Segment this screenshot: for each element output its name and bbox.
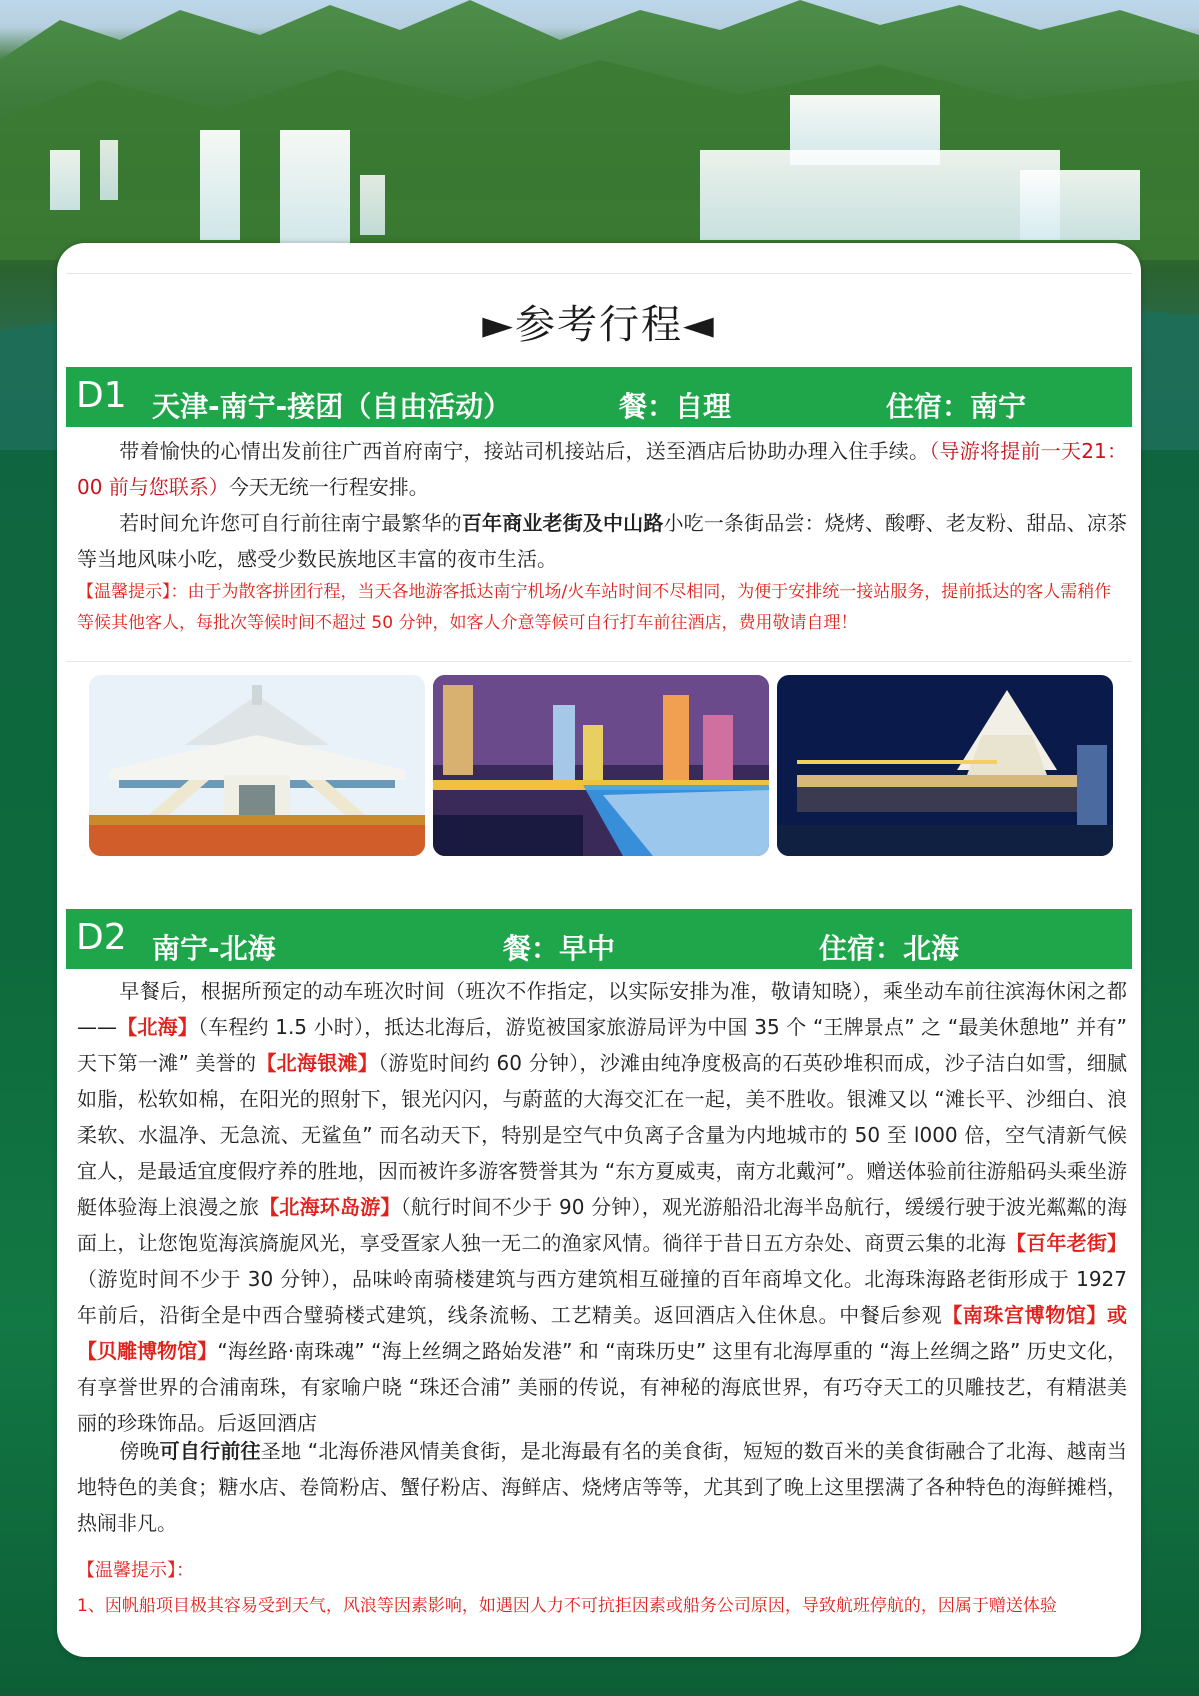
day1-p2-text: 若时间允许您可自行前往南宁最繁华的 xyxy=(119,511,462,535)
day2-paragraph-2 xyxy=(77,1433,1127,1541)
day2-p1-text: 早餐后，根据所预定的动车班次时间（班次不作指定，以实际安排为准，敬请知晓），乘坐动车前往滨海休闲之都—— xyxy=(77,979,1127,1039)
day1-p1-text-end: 今天无统一行程安排。 xyxy=(228,475,429,499)
day2-p2-highlight: 可自行前往 xyxy=(159,1439,261,1463)
day2-tip-title: 【温馨提示】： xyxy=(77,1560,194,1581)
day2-p2-text: 傍晚 xyxy=(119,1439,160,1463)
day2-tip-item-1: 1、因帆船项目极其容易受到天气，风浪等因素影响，如遇因人力不可抗拒因素或船务公司原因，导致航班停航的，因属于赠送体验 xyxy=(77,1596,1057,1616)
day2-p1-text-e: （游览时间不少于 30 分钟），品味岭南骑楼建筑与西方建筑相互碰撞的百年商埠文化。北海珠海路老街形成于 1927 年前后，沿街全是中西合璧骑楼式建筑，线条流畅、工艺精美。返回酒店入住休息。中餐后参观 xyxy=(77,1267,1127,1327)
day1-stay: 住宿：南宁 xyxy=(886,390,1027,423)
day1-paragraph-2 xyxy=(77,505,1127,577)
day1-code: D1 xyxy=(76,375,127,416)
day1-p1-text: 带着愉快的心情出发前往广西首府南宁，接站司机接站后，送至酒店后协助办理入住手续。 xyxy=(119,439,930,463)
divider xyxy=(66,273,1132,274)
day2-stay: 住宿：北海 xyxy=(819,932,960,965)
itinerary-card xyxy=(57,243,1141,1657)
photo-guangxi-museum xyxy=(89,675,425,856)
day2-paragraph-1 xyxy=(77,973,1127,1441)
divider xyxy=(66,661,1132,662)
day1-route: 天津-南宁-接团（自由活动） xyxy=(152,390,512,423)
day2-meal: 餐：早中 xyxy=(503,932,616,965)
day1-header xyxy=(66,367,1132,427)
photo-nanning-night-bridge xyxy=(433,675,769,856)
day1-paragraph-1 xyxy=(77,433,1127,505)
day2-p1-text-f: “海丝路·南珠魂” “海上丝绸之路始发港” 和 “南珠历史” 这里有北海厚重的 “海上丝绸之路” 历史文化，有享誉世界的合浦南珠，有家喻户晓 “珠还合浦” 美丽的传说，有神秘的海底世界，有巧夺天工的贝雕技艺，有精湛美丽的珍珠饰品。后返回酒店 xyxy=(77,1339,1127,1435)
day2-code: D2 xyxy=(76,917,127,958)
page-title: ►参考行程◄ xyxy=(482,302,716,348)
day2-museum-highlight: 【南珠宫博物馆】或【贝雕博物馆】 xyxy=(77,1303,1128,1363)
day2-route: 南宁-北海 xyxy=(152,932,276,965)
photo-nanning-convention-center xyxy=(777,675,1113,856)
day2-p2-text-end: 圣地 “北海侨港风情美食街，是北海最有名的美食街，短短的数百米的美食街融合了北海、越南当地特色的美食；糖水店、卷筒粉店、蟹仔粉店、海鲜店、烧烤店等等，尤其到了晚上这里摆满了各种特色的海鲜摊档，热闹非凡。 xyxy=(77,1439,1128,1535)
day2-old-street-highlight: 【百年老街】 xyxy=(1006,1231,1128,1255)
day2-p1-text-d: （航行时间不少于 90 分钟），观光游船沿北海半岛航行，缓缓行驶于波光粼粼的海面上，让您饱览海滨旖旎风光，享受疍家人独一无二的渔家风情。徜徉于昔日五方杂处、商贾云集的北海 xyxy=(77,1195,1128,1255)
day1-meal: 餐：自理 xyxy=(619,390,732,423)
day1-p2-highlight: 百年商业老街及中山路 xyxy=(461,511,664,535)
day2-beihai-highlight: 【北海】 xyxy=(117,1015,198,1039)
day1-p2-text-end: 小吃一条街品尝：烧烤、酸嘢、老友粉、甜品、凉茶等当地风味小吃，感受少数民族地区丰富的夜市生活。 xyxy=(77,511,1128,571)
day1-tip: 【温馨提示】：由于为散客拼团行程，当天各地游客抵达南宁机场/火车站时间不尽相同，为便于安排统一接站服务，提前抵达的客人需稍作等候其他客人，每批次等候时间不超过 50 分钟，如客人介意等候可自行打车前往酒店，费用敬请自理！ xyxy=(77,582,1112,633)
day2-silver-beach-highlight: 【北海银滩】 xyxy=(256,1051,379,1075)
day2-p1-text-c: （游览时间约 60 分钟），沙滩由纯净度极高的石英砂堆积而成，沙子洁白如雪，细腻如脂，松软如棉，在阳光的照射下，银光闪闪，与蔚蓝的大海交汇在一起，美不胜收。银滩又以 “滩长平、沙细白、浪柔软、水温净、无急流、无鲨鱼” 而名动天下，特别是空气中负离子含量为内地城市的 50 至 l000 倍，空气清新气候宜人，是最适宜度假疗养的胜地，因而被许多游客赞誉其为 “东方夏威夷，南方北戴河”。赠送体验前往游船码头乘坐游艇体验海上浪漫之旅 xyxy=(77,1051,1128,1219)
day1-guide-contact-note: （导游将提前一天21：00 前与您联系） xyxy=(77,439,1128,499)
day2-island-tour-highlight: 【北海环岛游】 xyxy=(259,1195,401,1219)
day2-header xyxy=(66,909,1132,969)
day2-p1-text-b: （车程约 1.5 小时），抵达北海后，游览被国家旅游局评为中国 35 个 “王牌景点” 之 “最美休憩地” 并有” 天下第一滩” 美誉的 xyxy=(77,1015,1128,1075)
